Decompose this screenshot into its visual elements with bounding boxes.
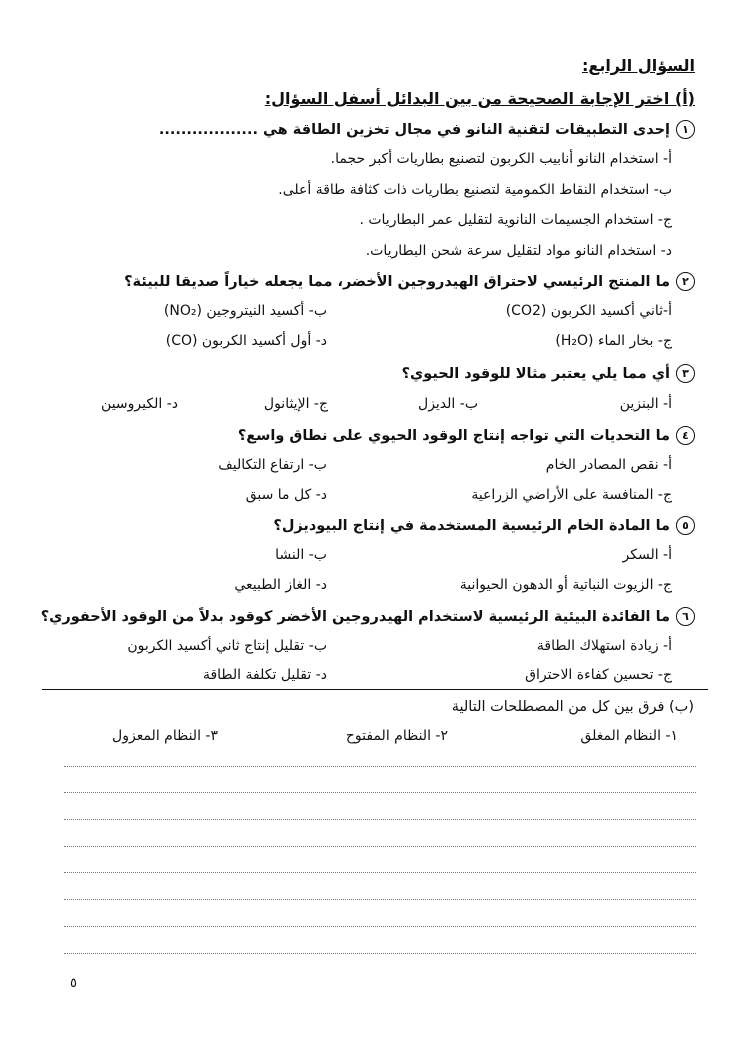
q1-option-c: ج- استخدام الجسيمات النانوية لتقليل عمر البطاريات . bbox=[359, 212, 672, 228]
term-isolated-system: ٣- النظام المعزول bbox=[112, 728, 218, 744]
section-divider bbox=[42, 689, 708, 690]
question-text: إحدى التطبيقات لتقنية النانو في مجال تخزين الطاقة هي .................. bbox=[158, 121, 670, 138]
question-number-badge: ٤ bbox=[676, 426, 695, 445]
q4-option-c: ج- المنافسة على الأراضي الزراعية bbox=[471, 487, 672, 503]
q3-option-b: ب- الديزل bbox=[418, 396, 478, 412]
question-number-badge: ٦ bbox=[676, 607, 695, 626]
answer-line[interactable] bbox=[64, 953, 696, 954]
question-number-badge: ٥ bbox=[676, 516, 695, 535]
q5-option-c: ج- الزيوت النباتية أو الدهون الحيوانية bbox=[459, 577, 672, 593]
q6-option-a: أ- زيادة استهلاك الطاقة bbox=[536, 638, 672, 654]
q6-option-b: ب- تقليل إنتاج ثاني أكسيد الكربون bbox=[127, 638, 327, 654]
q5-option-d: د- الغاز الطبيعي bbox=[234, 577, 327, 593]
q3-option-d: د- الكيروسين bbox=[101, 396, 178, 412]
question-5 bbox=[273, 516, 695, 535]
question-text: ما الفائدة البيئية الرئيسية لاستخدام الهيدروجين الأخضر كوقود بدلاً من الوقود الأحفوري؟ bbox=[40, 608, 670, 625]
q2-option-c: ج- بخار الماء (H₂O) bbox=[555, 333, 672, 349]
q3-option-c: ج- الإيثانول bbox=[263, 396, 328, 412]
question-3 bbox=[402, 364, 695, 383]
question-text: أي مما يلي يعتبر مثالا للوقود الحيوي؟ bbox=[401, 365, 670, 382]
q1-option-d: د- استخدام النانو مواد لتقليل سرعة شحن البطاريات. bbox=[365, 243, 672, 259]
question-number-badge: ٣ bbox=[676, 364, 695, 383]
question-4 bbox=[238, 426, 695, 445]
question-6 bbox=[41, 607, 695, 626]
q4-option-b: ب- ارتفاع التكاليف bbox=[218, 457, 327, 473]
question-1 bbox=[159, 120, 695, 139]
answer-line[interactable] bbox=[64, 792, 696, 793]
q2-option-d: د- أول أكسيد الكربون (CO) bbox=[165, 333, 327, 349]
question-number-badge: ٢ bbox=[676, 272, 695, 291]
q2-option-a: أ-ثاني أكسيد الكربون (CO2) bbox=[505, 303, 672, 319]
term-open-system: ٢- النظام المفتوح bbox=[345, 728, 448, 744]
q5-option-b: ب- النشا bbox=[275, 547, 327, 563]
page-number: ٥ bbox=[70, 976, 77, 991]
section-title: السؤال الرابع: bbox=[581, 56, 695, 75]
q1-option-b: ب- استخدام النقاط الكمومية لتصنيع بطاريات ذات كثافة طاقة أعلى. bbox=[278, 182, 672, 198]
answer-line[interactable] bbox=[64, 872, 696, 873]
part-b-title: (ب) فرق بين كل من المصطلحات التالية bbox=[451, 699, 694, 715]
question-text: ما المنتج الرئيسي لاحتراق الهيدروجين الأخضر، مما يجعله خياراً صديقا للبيئة؟ bbox=[124, 273, 670, 290]
answer-line[interactable] bbox=[64, 926, 696, 927]
answer-line[interactable] bbox=[64, 766, 696, 767]
question-2 bbox=[124, 272, 695, 291]
question-number-badge: ١ bbox=[676, 120, 695, 139]
q4-option-a: أ- نقص المصادر الخام bbox=[545, 457, 672, 473]
term-closed-system: ١- النظام المغلق bbox=[580, 728, 678, 744]
question-text: ما التحديات التي تواجه إنتاج الوقود الحيوي على نطاق واسع؟ bbox=[237, 427, 670, 444]
q3-option-a: أ- البنزين bbox=[619, 396, 672, 412]
part-a-title: (أ) اختر الإجابة الصحيحة من بين البدائل أسفل السؤال: bbox=[264, 89, 695, 108]
q6-option-d: د- تقليل تكلفة الطاقة bbox=[202, 667, 327, 683]
q2-option-b: ب- أكسيد النيتروجين (NO₂) bbox=[163, 303, 327, 319]
answer-line[interactable] bbox=[64, 819, 696, 820]
q1-option-a: أ- استخدام النانو أنابيب الكربون لتصنيع بطاريات أكبر حجما. bbox=[330, 151, 672, 167]
q5-option-a: أ- السكر bbox=[622, 547, 672, 563]
q6-option-c: ج- تحسين كفاءة الاحتراق bbox=[525, 667, 672, 683]
question-text: ما المادة الخام الرئيسية المستخدمة في إنتاج البيوديزل؟ bbox=[273, 517, 670, 534]
q4-option-d: د- كل ما سبق bbox=[245, 487, 327, 503]
answer-line[interactable] bbox=[64, 846, 696, 847]
answer-line[interactable] bbox=[64, 899, 696, 900]
